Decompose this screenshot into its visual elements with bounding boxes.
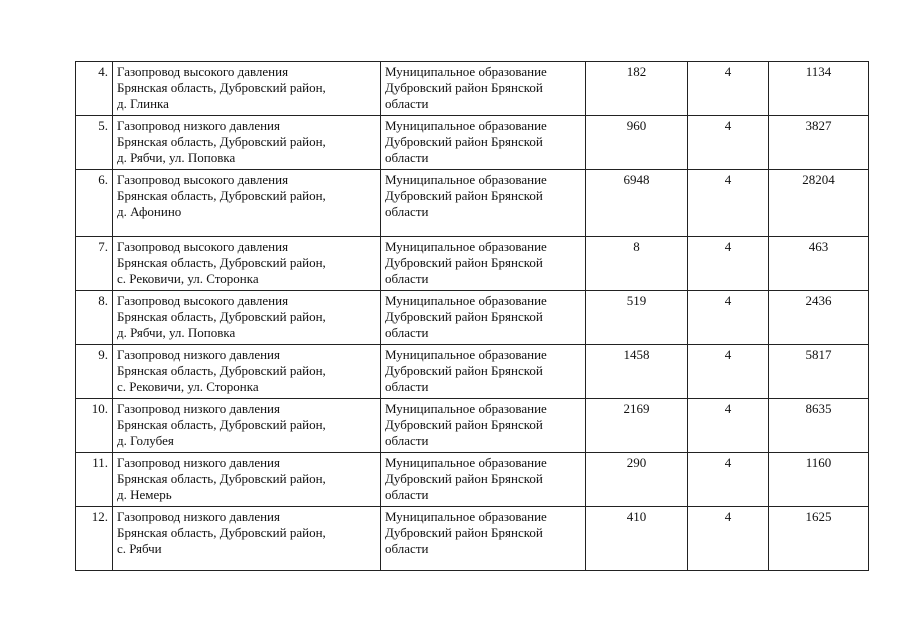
owner-cell-line: Дубровский район Брянской [385, 471, 543, 486]
gas-pipeline-table [75, 61, 869, 571]
value-c-cell: 3827 [769, 116, 869, 170]
owner-cell-line: области [385, 433, 429, 448]
table-row [76, 453, 869, 507]
table-row [76, 291, 869, 345]
value-c-cell: 463 [769, 237, 869, 291]
owner-cell [381, 507, 586, 571]
owner-cell [381, 453, 586, 507]
object-description-cell [113, 399, 381, 453]
value-a-cell: 410 [586, 507, 688, 571]
owner-cell-line: области [385, 204, 429, 219]
object-description-cell-line: Брянская область, Дубровский район, [117, 417, 326, 432]
table-row [76, 116, 869, 170]
object-description-cell [113, 345, 381, 399]
value-c-cell: 1134 [769, 62, 869, 116]
value-a-cell: 6948 [586, 170, 688, 237]
value-a-cell: 2169 [586, 399, 688, 453]
object-description-cell-line: д. Немерь [117, 487, 172, 502]
object-description-cell-line: Брянская область, Дубровский район, [117, 255, 326, 270]
object-description-cell-line: Газопровод высокого давления [117, 172, 289, 187]
object-description-cell-line: с. Рябчи [117, 541, 162, 556]
owner-cell [381, 237, 586, 291]
owner-cell-line: области [385, 325, 429, 340]
object-description-cell-line: Брянская область, Дубровский район, [117, 363, 326, 378]
value-a-cell: 290 [586, 453, 688, 507]
owner-cell-line: области [385, 541, 429, 556]
value-b-cell: 4 [688, 237, 769, 291]
owner-cell [381, 62, 586, 116]
object-description-cell [113, 62, 381, 116]
owner-cell-line: области [385, 271, 429, 286]
value-b-cell: 4 [688, 116, 769, 170]
owner-cell-line: Муниципальное образование [385, 293, 547, 308]
object-description-cell-line: Газопровод низкого давления [117, 118, 280, 133]
object-description-cell-line: Газопровод высокого давления [117, 64, 289, 79]
value-b-cell: 4 [688, 507, 769, 571]
row-number-cell: 8. [76, 291, 113, 345]
row-number-cell: 5. [76, 116, 113, 170]
table-row [76, 399, 869, 453]
row-number-cell: 12. [76, 507, 113, 571]
object-description-cell-line: Брянская область, Дубровский район, [117, 309, 326, 324]
object-description-cell [113, 291, 381, 345]
owner-cell-line: Дубровский район Брянской [385, 309, 543, 324]
value-b-cell: 4 [688, 453, 769, 507]
owner-cell [381, 345, 586, 399]
value-c-cell: 5817 [769, 345, 869, 399]
table-row [76, 62, 869, 116]
value-a-cell: 960 [586, 116, 688, 170]
object-description-cell-line: с. Рековичи, ул. Сторонка [117, 271, 259, 286]
object-description-cell-line: д. Глинка [117, 96, 169, 111]
owner-cell-line: Дубровский район Брянской [385, 80, 543, 95]
owner-cell-line: Дубровский район Брянской [385, 134, 543, 149]
table-row [76, 237, 869, 291]
owner-cell [381, 170, 586, 237]
owner-cell [381, 291, 586, 345]
owner-cell-line: Муниципальное образование [385, 401, 547, 416]
object-description-cell-line: Брянская область, Дубровский район, [117, 471, 326, 486]
owner-cell-line: области [385, 487, 429, 502]
owner-cell-line: Дубровский район Брянской [385, 255, 543, 270]
table-row [76, 170, 869, 237]
owner-cell-line: Муниципальное образование [385, 347, 547, 362]
object-description-cell [113, 507, 381, 571]
object-description-cell-line: Газопровод высокого давления [117, 293, 289, 308]
owner-cell-line: Муниципальное образование [385, 509, 547, 524]
owner-cell-line: Муниципальное образование [385, 239, 547, 254]
value-b-cell: 4 [688, 170, 769, 237]
owner-cell-line: Муниципальное образование [385, 172, 547, 187]
object-description-cell-line: Газопровод высокого давления [117, 239, 289, 254]
object-description-cell [113, 453, 381, 507]
value-a-cell: 1458 [586, 345, 688, 399]
object-description-cell-line: д. Рябчи, ул. Поповка [117, 325, 236, 340]
table-row [76, 345, 869, 399]
owner-cell-line: области [385, 379, 429, 394]
object-description-cell-line: Газопровод низкого давления [117, 401, 280, 416]
owner-cell [381, 116, 586, 170]
value-c-cell: 1625 [769, 507, 869, 571]
object-description-cell [113, 116, 381, 170]
object-description-cell-line: д. Голубея [117, 433, 174, 448]
value-b-cell: 4 [688, 399, 769, 453]
value-c-cell: 28204 [769, 170, 869, 237]
owner-cell-line: области [385, 96, 429, 111]
row-number-cell: 9. [76, 345, 113, 399]
owner-cell-line: Дубровский район Брянской [385, 363, 543, 378]
owner-cell [381, 399, 586, 453]
owner-cell-line: Муниципальное образование [385, 455, 547, 470]
value-c-cell: 1160 [769, 453, 869, 507]
value-b-cell: 4 [688, 291, 769, 345]
value-a-cell: 182 [586, 62, 688, 116]
object-description-cell-line: д. Рябчи, ул. Поповка [117, 150, 236, 165]
object-description-cell-line: Газопровод низкого давления [117, 509, 280, 524]
owner-cell-line: Муниципальное образование [385, 118, 547, 133]
owner-cell-line: Муниципальное образование [385, 64, 547, 79]
object-description-cell [113, 170, 381, 237]
object-description-cell-line: Брянская область, Дубровский район, [117, 188, 326, 203]
row-number-cell: 11. [76, 453, 113, 507]
owner-cell-line: области [385, 150, 429, 165]
object-description-cell-line: д. Афонино [117, 204, 182, 219]
table-body [76, 62, 869, 571]
owner-cell-line: Дубровский район Брянской [385, 525, 543, 540]
object-description-cell-line: Газопровод низкого давления [117, 455, 280, 470]
value-c-cell: 8635 [769, 399, 869, 453]
object-description-cell-line: Брянская область, Дубровский район, [117, 134, 326, 149]
owner-cell-line: Дубровский район Брянской [385, 417, 543, 432]
object-description-cell [113, 237, 381, 291]
owner-cell-line: Дубровский район Брянской [385, 188, 543, 203]
table-row [76, 507, 869, 571]
object-description-cell-line: Брянская область, Дубровский район, [117, 80, 326, 95]
object-description-cell-line: Брянская область, Дубровский район, [117, 525, 326, 540]
object-description-cell-line: с. Рековичи, ул. Сторонка [117, 379, 259, 394]
row-number-cell: 6. [76, 170, 113, 237]
value-a-cell: 8 [586, 237, 688, 291]
value-b-cell: 4 [688, 345, 769, 399]
value-b-cell: 4 [688, 62, 769, 116]
value-a-cell: 519 [586, 291, 688, 345]
value-c-cell: 2436 [769, 291, 869, 345]
row-number-cell: 7. [76, 237, 113, 291]
object-description-cell-line: Газопровод низкого давления [117, 347, 280, 362]
row-number-cell: 4. [76, 62, 113, 116]
row-number-cell: 10. [76, 399, 113, 453]
